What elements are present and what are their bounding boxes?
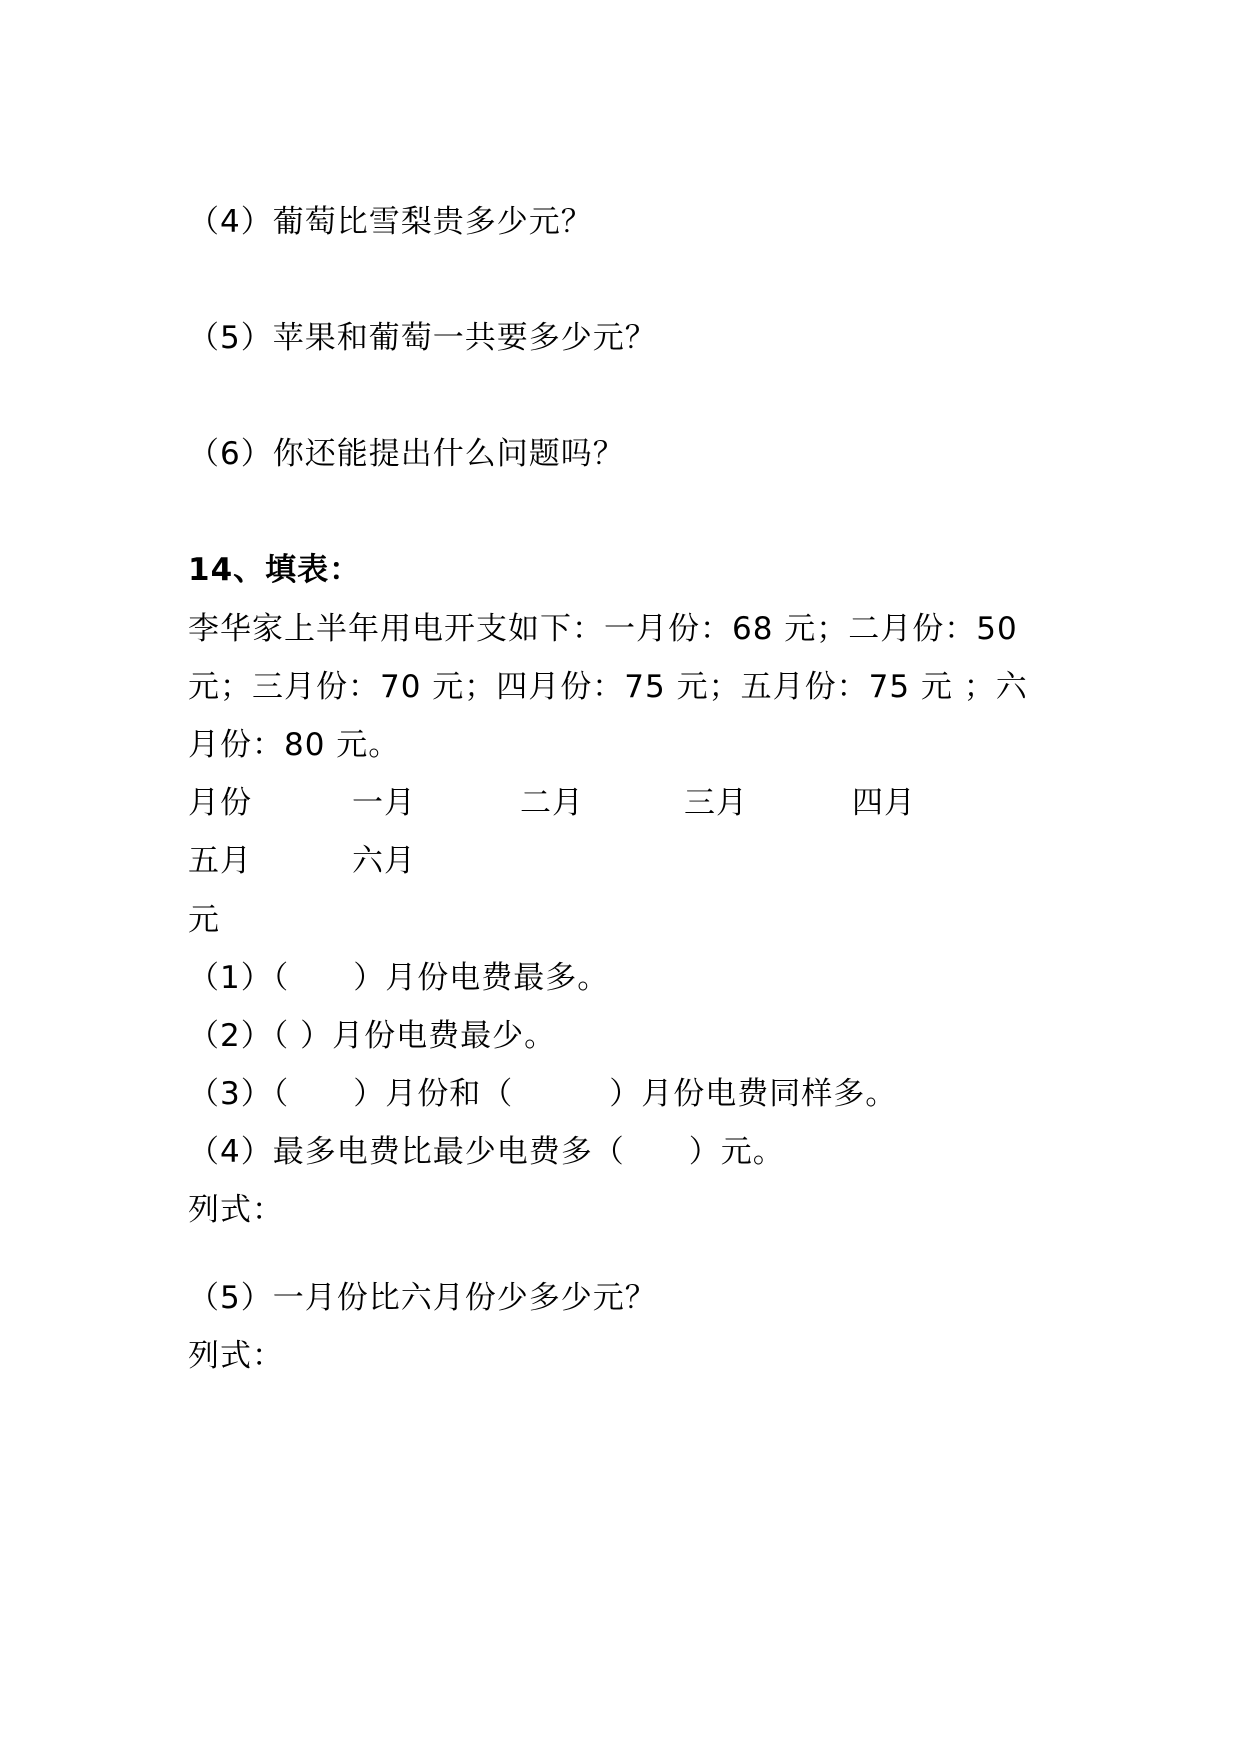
passage-line-3: 月份：80 元。	[188, 727, 401, 763]
table-month-2: 二月	[520, 785, 584, 821]
work-label-2: 列式：	[188, 1338, 284, 1374]
passage-line-2: 元；三月份：70 元；四月份：75 元；五月份：75 元 ；六	[188, 669, 1028, 705]
passage-line-1: 李华家上半年用电开支如下：一月份：68 元；二月份：50	[188, 611, 1018, 647]
subquestion-5: （5）一月份比六月份少多少元？	[188, 1280, 657, 1316]
table-header-label: 月份	[188, 785, 252, 821]
table-month-5: 五月	[188, 843, 252, 879]
table-month-6: 六月	[352, 843, 416, 879]
question-6-open: （6）你还能提出什么问题吗？	[188, 436, 625, 472]
work-label-1: 列式：	[188, 1192, 284, 1228]
question-4-grapes: （4）葡萄比雪梨贵多少元？	[188, 204, 593, 240]
subquestion-2: （2）（ ）月份电费最少。	[188, 1018, 557, 1054]
question-14-heading: 14、填表：	[188, 552, 362, 588]
subquestion-3: （3）（ ）月份和（ ）月份电费同样多。	[188, 1076, 898, 1112]
table-value-label: 元	[188, 902, 220, 938]
subquestion-1: （1）（ ）月份电费最多。	[188, 960, 610, 996]
table-month-4: 四月	[852, 785, 916, 821]
subquestion-4: （4）最多电费比最少电费多（ ）元。	[188, 1134, 785, 1170]
table-month-1: 一月	[352, 785, 416, 821]
table-month-3: 三月	[684, 785, 748, 821]
question-5-apples-grapes: （5）苹果和葡萄一共要多少元？	[188, 320, 657, 356]
